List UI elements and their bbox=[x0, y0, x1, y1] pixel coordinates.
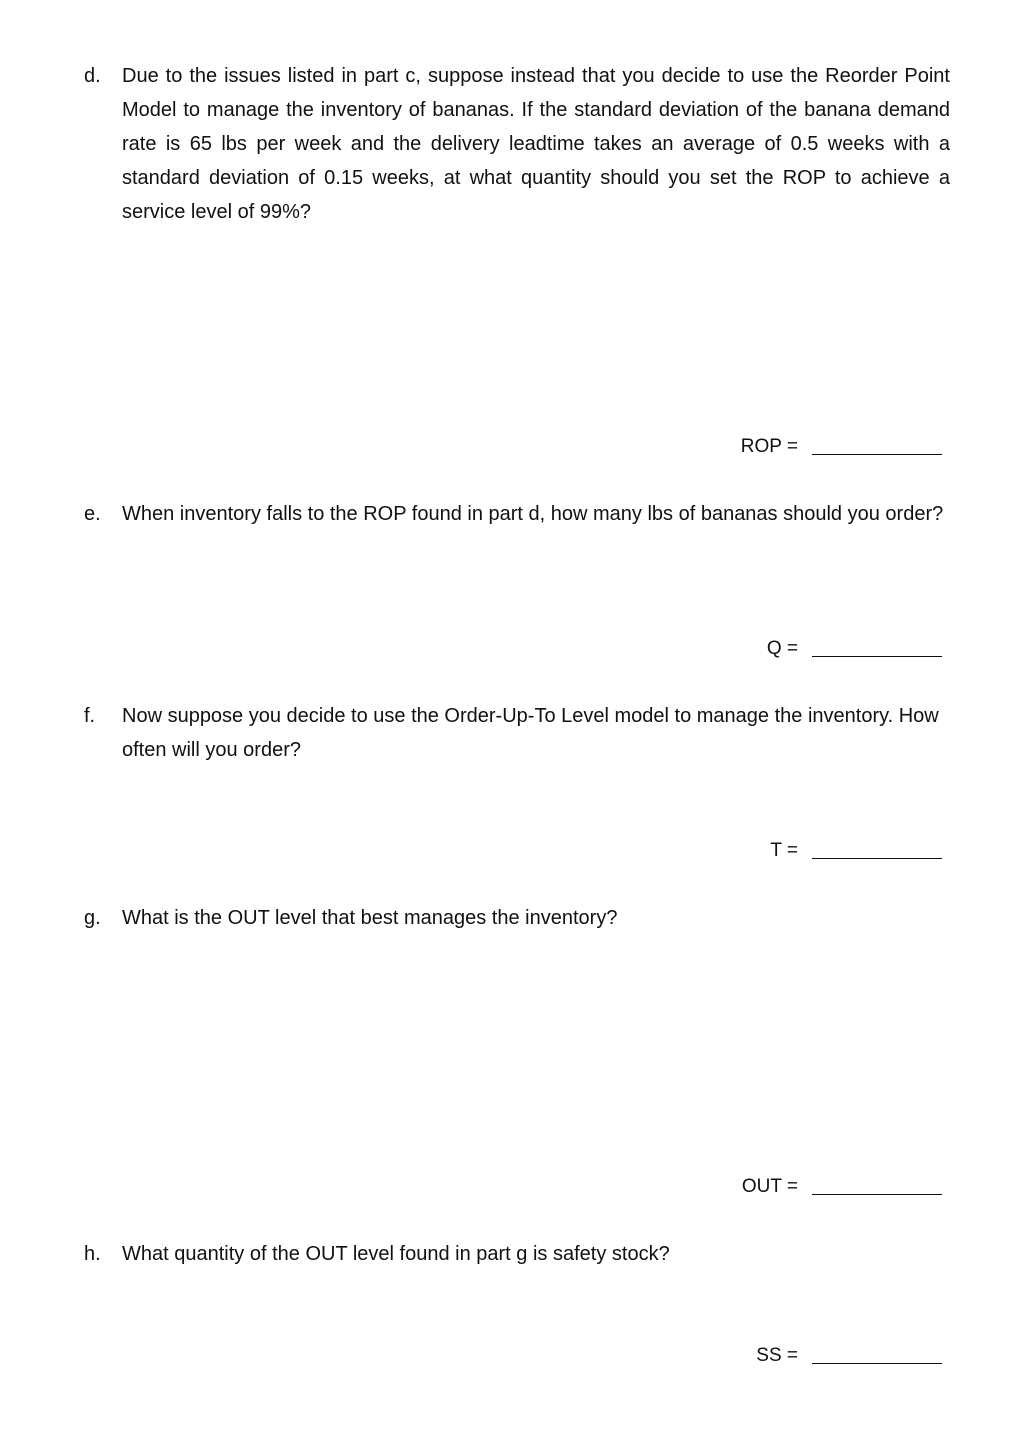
answer-blank-line[interactable] bbox=[812, 1363, 942, 1364]
question-d bbox=[84, 59, 950, 229]
question-letter: f. bbox=[84, 705, 96, 727]
question-f bbox=[84, 699, 950, 767]
answer-rop bbox=[741, 436, 942, 458]
question-text: When inventory falls to the ROP found in part d, how many lbs of bananas should you order? bbox=[122, 503, 944, 525]
question-text: Now suppose you decide to use the Order-Up-To Level model to manage the inventory. How often will you order? bbox=[122, 705, 939, 761]
answer-out bbox=[742, 1176, 942, 1198]
answer-label: ROP = bbox=[740, 436, 798, 457]
answer-blank-line[interactable] bbox=[812, 858, 942, 859]
answer-ss bbox=[756, 1345, 942, 1367]
answer-t bbox=[770, 840, 942, 862]
answer-blank-line[interactable] bbox=[812, 1194, 942, 1195]
answer-q bbox=[767, 638, 942, 660]
answer-label: OUT = bbox=[741, 1176, 798, 1197]
answer-blank-line[interactable] bbox=[812, 656, 942, 657]
question-g bbox=[84, 901, 950, 935]
question-text: What quantity of the OUT level found in part g is safety stock? bbox=[122, 1243, 670, 1265]
answer-label: SS = bbox=[756, 1345, 798, 1366]
question-letter: e. bbox=[84, 503, 101, 525]
answer-label: Q = bbox=[766, 638, 798, 659]
question-text: What is the OUT level that best manages the inventory? bbox=[122, 907, 618, 929]
answer-blank-line[interactable] bbox=[812, 454, 942, 455]
question-letter: g. bbox=[84, 907, 101, 929]
question-letter: h. bbox=[84, 1243, 101, 1265]
answer-label: T = bbox=[770, 840, 798, 861]
question-letter: d. bbox=[84, 65, 101, 87]
question-h bbox=[84, 1237, 950, 1271]
question-e bbox=[84, 497, 950, 531]
question-text: Due to the issues listed in part c, suppose instead that you decide to use the Reorder Point Model to manage the inventory of bananas. If the standard deviation of the banana demand rate is 65 lbs per week and the delivery leadtime takes an average of 0.5 weeks with a standard deviation of 0.15 weeks, at what quantity should you set the ROP to achieve a service level of 99%? bbox=[122, 65, 950, 223]
